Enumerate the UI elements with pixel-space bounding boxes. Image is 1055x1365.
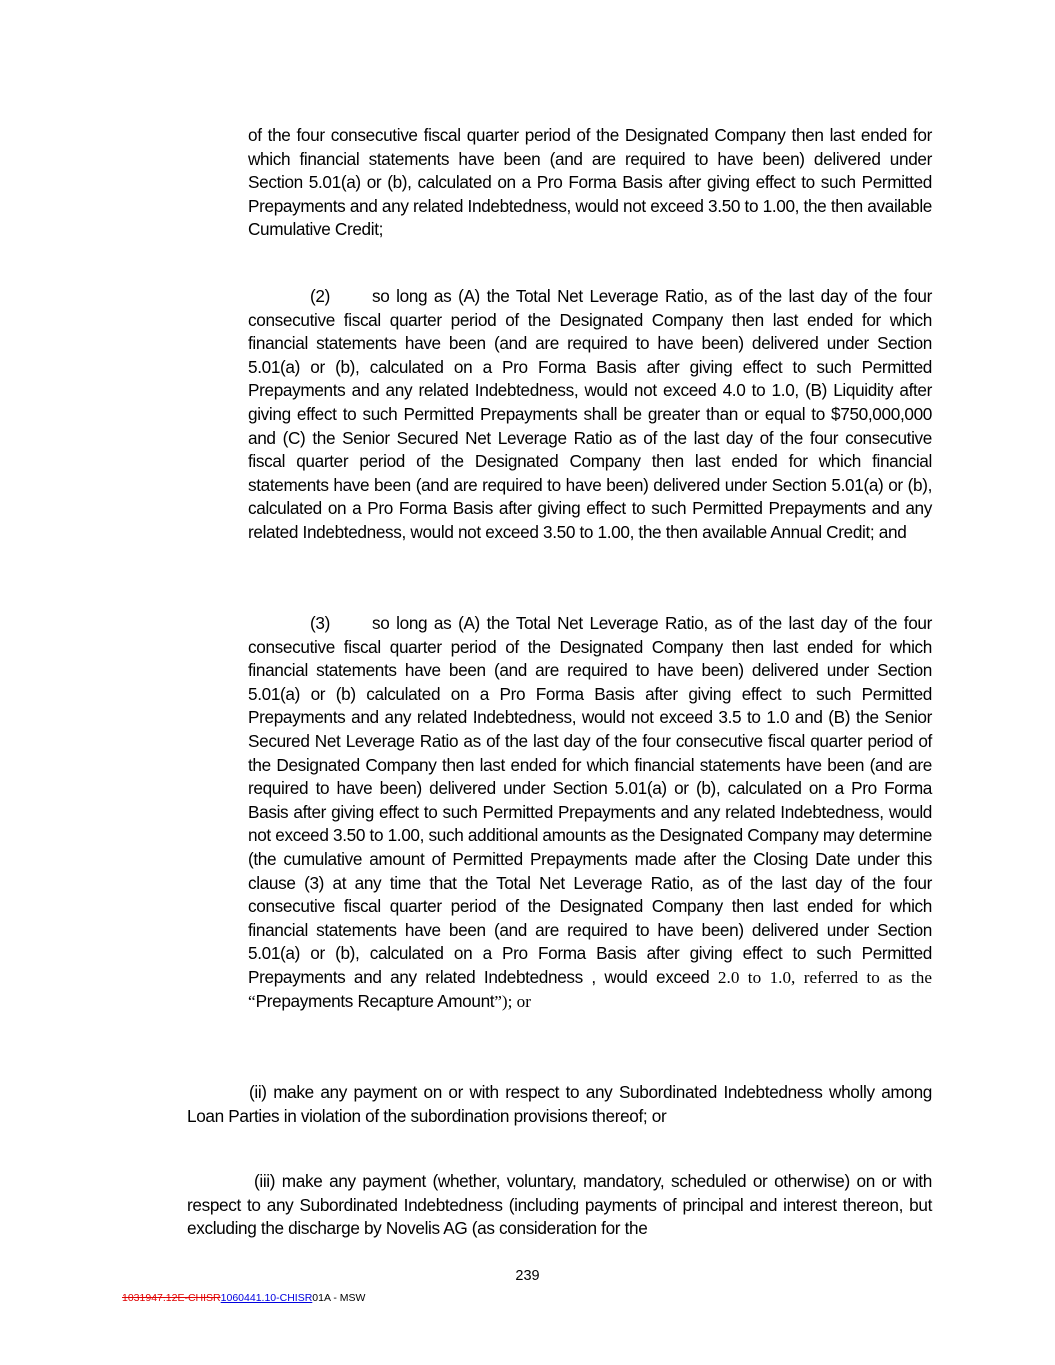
clause-3-paragraph [248,612,932,1013]
clause-3-tail-prefix: 2.0 to 1.0, referred to as the “ [248,967,932,1011]
clause-2-paragraph [248,285,932,545]
clause-2-text: so long as (A) the Total Net Leverage Ratio, as of the last day of the four consecutive fiscal quarter period of the Designated Company then last ended for which financial statements have been (and are required to have been) delivered under Section 5.01(a) or (b), calculated on a Pro Forma Basis after giving effect to such Permitted Prepayments and any related Indebtedness, would not exceed 4.0 to 1.0, (B) Liquidity after giving effect to such Permitted Prepayments shall be greater than or equal to $750,000,000 and (C) the Senior Secured Net Leverage Ratio as of the last day of the four consecutive fiscal quarter period of the Designated Company then last ended for which financial statements have been (and are required to have been) delivered under Section 5.01(a) or (b), calculated on a Pro Forma Basis after giving effect to such Permitted Prepayments and any related Indebtedness, would not exceed 3.50 to 1.00, the then available Annual Credit; and [248,286,932,542]
clause-iii-text: (iii) make any payment (whether, voluntary, mandatory, scheduled or otherwise) on or with respect to any Subordinated Indebtedness (including payments of principal and interest thereon, but excluding the discharge by Novelis AG (as consideration for the [187,1171,932,1239]
document-id-inserted: 1060441.10-CHISR [220,1292,313,1304]
document-id-suffix: 01A - MSW [312,1292,366,1304]
clause-ii-paragraph [187,1081,932,1128]
clause-3-number: (3) [310,613,330,633]
document-id-footer [122,1292,365,1304]
clause-2-number: (2) [310,286,330,306]
document-id-deleted: 1031947.12E-CHISR [122,1292,221,1304]
clause-ii-text: (ii) make any payment on or with respect to any Subordinated Indebtedness wholly among Loan Parties in violation of the subordination provisions thereof; or [187,1082,932,1126]
clause-iii-paragraph [187,1170,932,1241]
page-number: 239 [515,1268,540,1284]
paragraph-continuation: of the four consecutive fiscal quarter period of the Designated Company then last ended for which financial statements have been (and are required to have been) delivered under Section 5.01(a) or (b), calculated on a Pro Forma Basis after giving effect to such Permitted Prepayments and any related Indebtedness, would not exceed 3.50 to 1.00, the then available Cumulative Credit; [248,125,932,240]
defined-term-prepayments-recapture-amount: Prepayments Recapture Amount [255,990,495,1011]
clause-3-text: so long as (A) the Total Net Leverage Ratio, as of the last day of the four consecutive fiscal quarter period of the Designated Company then last ended for which financial statements have been (and are required to have been) delivered under Section 5.01(a) or (b) calculated on a Pro Forma Basis after giving effect to such Permitted Prepayments and any related Indebtedness, would not exceed 3.5 to 1.0 and (B) the Senior Secured Net Leverage Ratio as of the last day of the four consecutive fiscal quarter period of the Designated Company then last ended for which financial statements have been (and are required to have been) delivered under Section 5.01(a) or (b), calculated on a Pro Forma Basis after giving effect to such Permitted Prepayments and any related Indebtedness, would not exceed 3.50 to 1.00, such additional amounts as the Designated Company may determine (the cumulative amount of Permitted Prepayments made after the Closing Date under this clause (3) at any time that the Total Net Leverage Ratio, as of the last day of the four consecutive fiscal quarter period of the Designated Company then last ended for which financial statements have been (and are required to have been) delivered under Section 5.01(a) or (b), calculated on a Pro Forma Basis after giving effect to such Permitted Prepayments and any related Indebtedness , would exceed [248,613,932,987]
clause-3-tail-suffix: ”); or [494,991,531,1011]
